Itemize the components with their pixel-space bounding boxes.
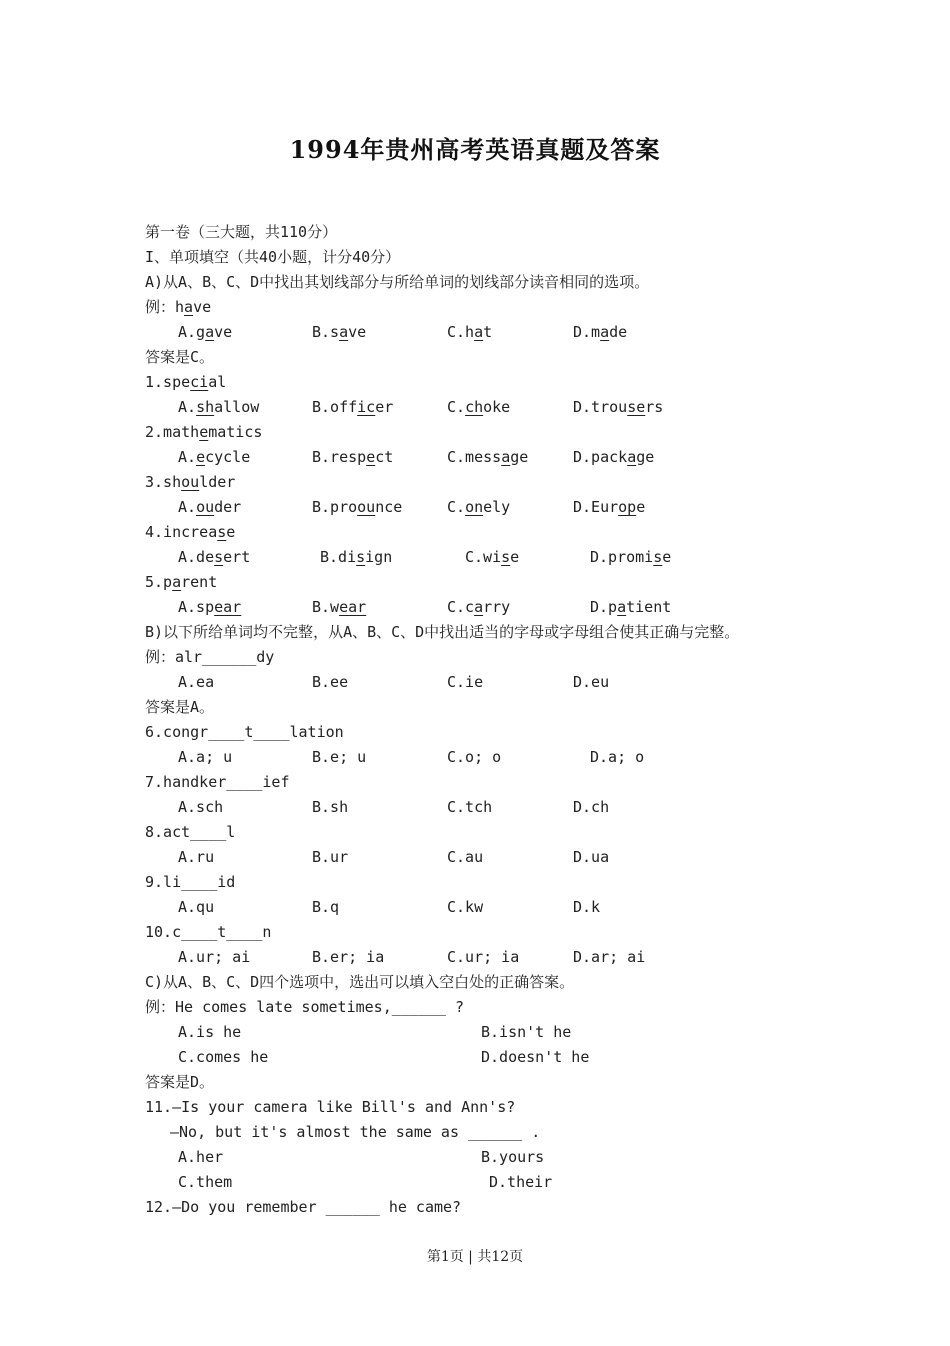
question-10-stem: 10.c____t____n — [145, 923, 272, 941]
example-c-stem: 例：He comes late sometimes,______ ? — [145, 998, 464, 1016]
question-5-options — [145, 595, 865, 620]
option-a: A.ur; ai — [178, 948, 251, 966]
option-c: C.au — [447, 848, 484, 866]
question-7-options — [145, 795, 865, 820]
question-6-options — [145, 745, 865, 770]
option-d: D.ua — [573, 848, 610, 866]
option-c: C.kw — [447, 898, 484, 916]
question-11-stem-line2: —No, but it's almost the same as ______ . — [170, 1123, 541, 1141]
question-9-options — [145, 895, 865, 920]
option-b: B.ur — [312, 848, 349, 866]
option-a: A.is he — [178, 1023, 242, 1041]
question-8-options — [145, 845, 865, 870]
section-c-instruction: C)从A、B、C、D四个选项中，选出可以填入空白处的正确答案。 — [145, 973, 575, 991]
example-a-options — [145, 320, 865, 345]
option-b: B.disign — [320, 548, 393, 566]
option-b: B.q — [312, 898, 340, 916]
page-footer: 第1页 | 共12页 — [426, 1249, 524, 1265]
option-d: D.doesn't he — [481, 1048, 590, 1066]
option-a: A.gave — [178, 323, 233, 341]
question-1-options — [145, 395, 865, 420]
option-a: A.shallow — [178, 398, 260, 416]
option-c: C.tch — [447, 798, 493, 816]
option-a: A.ea — [178, 673, 215, 691]
option-b: B.wear — [312, 598, 367, 616]
option-d: D.a; o — [590, 748, 645, 766]
question-11-options-row2 — [145, 1170, 865, 1195]
question-4-stem: 4.increase — [145, 523, 236, 541]
example-b-options — [145, 670, 865, 695]
question-9-stem: 9.li____id — [145, 873, 236, 891]
section-a-instruction: A)从A、B、C、D中找出其划线部分与所给单词的划线部分读音相同的选项。 — [145, 273, 650, 291]
section-b-instruction: B)以下所给单词均不完整，从A、B、C、D中找出适当的字母或字母组合使其正确与完整。 — [145, 623, 740, 641]
option-c: C.them — [178, 1173, 233, 1191]
example-b-answer: 答案是A。 — [145, 698, 215, 716]
question-2-options — [145, 445, 865, 470]
option-d: D.patient — [590, 598, 672, 616]
question-5-stem: 5.parent — [145, 573, 218, 591]
question-12-stem: 12.—Do you remember ______ he came? — [145, 1198, 462, 1216]
option-c: C.comes he — [178, 1048, 269, 1066]
option-a: A.spear — [178, 598, 242, 616]
option-d: D.package — [573, 448, 655, 466]
option-a: A.qu — [178, 898, 215, 916]
example-c-answer: 答案是D。 — [145, 1073, 215, 1091]
example-c-options-row2 — [145, 1045, 865, 1070]
question-1-stem: 1.special — [145, 373, 227, 391]
document-body — [145, 220, 865, 1220]
part-heading: 第一卷（三大题，共110分） — [145, 223, 338, 241]
question-7-stem: 7.handker____ief — [145, 773, 290, 791]
option-b: B.ee — [312, 673, 349, 691]
question-2-stem: 2.mathematics — [145, 423, 263, 441]
option-a: A.ouder — [178, 498, 242, 516]
option-c: C.message — [447, 448, 529, 466]
option-b: B.proounce — [312, 498, 403, 516]
option-d: D.promise — [590, 548, 672, 566]
option-d: D.made — [573, 323, 628, 341]
example-c-options-row1 — [145, 1020, 865, 1045]
question-11-options-row1 — [145, 1145, 865, 1170]
option-b: B.sh — [312, 798, 349, 816]
document-title: 1994年贵州高考英语真题及答案 — [289, 135, 661, 164]
option-b: B.er; ia — [312, 948, 385, 966]
option-b: B.isn't he — [481, 1023, 572, 1041]
option-a: A.her — [178, 1148, 224, 1166]
option-b: B.save — [312, 323, 367, 341]
option-d: D.ch — [573, 798, 610, 816]
option-b: B.e; u — [312, 748, 367, 766]
option-a: A.a; u — [178, 748, 233, 766]
option-a: A.ecycle — [178, 448, 251, 466]
option-c: C.carry — [447, 598, 511, 616]
example-b-stem: 例：alr______dy — [145, 648, 275, 666]
section-1-heading: I、单项填空（共40小题，计分40分） — [145, 248, 401, 266]
option-d: D.Europe — [573, 498, 646, 516]
question-3-options — [145, 495, 865, 520]
option-b: B.officer — [312, 398, 394, 416]
option-d: D.trousers — [573, 398, 664, 416]
option-b: B.respect — [312, 448, 394, 466]
option-c: C.choke — [447, 398, 511, 416]
option-a: A.desert — [178, 548, 251, 566]
option-d: D.their — [489, 1173, 553, 1191]
option-c: C.onely — [447, 498, 511, 516]
question-11-stem: 11.—Is your camera like Bill's and Ann's? — [145, 1098, 516, 1116]
question-6-stem: 6.congr____t____lation — [145, 723, 344, 741]
question-3-stem: 3.shoulder — [145, 473, 236, 491]
example-a-answer: 答案是C。 — [145, 348, 215, 366]
option-c: C.wise — [465, 548, 520, 566]
option-a: A.sch — [178, 798, 224, 816]
option-a: A.ru — [178, 848, 215, 866]
option-d: D.eu — [573, 673, 610, 691]
option-b: B.yours — [481, 1148, 545, 1166]
example-a-stem: 例：have — [145, 298, 212, 316]
question-4-options — [145, 545, 865, 570]
option-c: C.hat — [447, 323, 493, 341]
option-c: C.ur; ia — [447, 948, 520, 966]
option-d: D.ar; ai — [573, 948, 646, 966]
option-c: C.ie — [447, 673, 484, 691]
option-c: C.o; o — [447, 748, 502, 766]
question-8-stem: 8.act____l — [145, 823, 236, 841]
option-d: D.k — [573, 898, 601, 916]
question-10-options — [145, 945, 865, 970]
